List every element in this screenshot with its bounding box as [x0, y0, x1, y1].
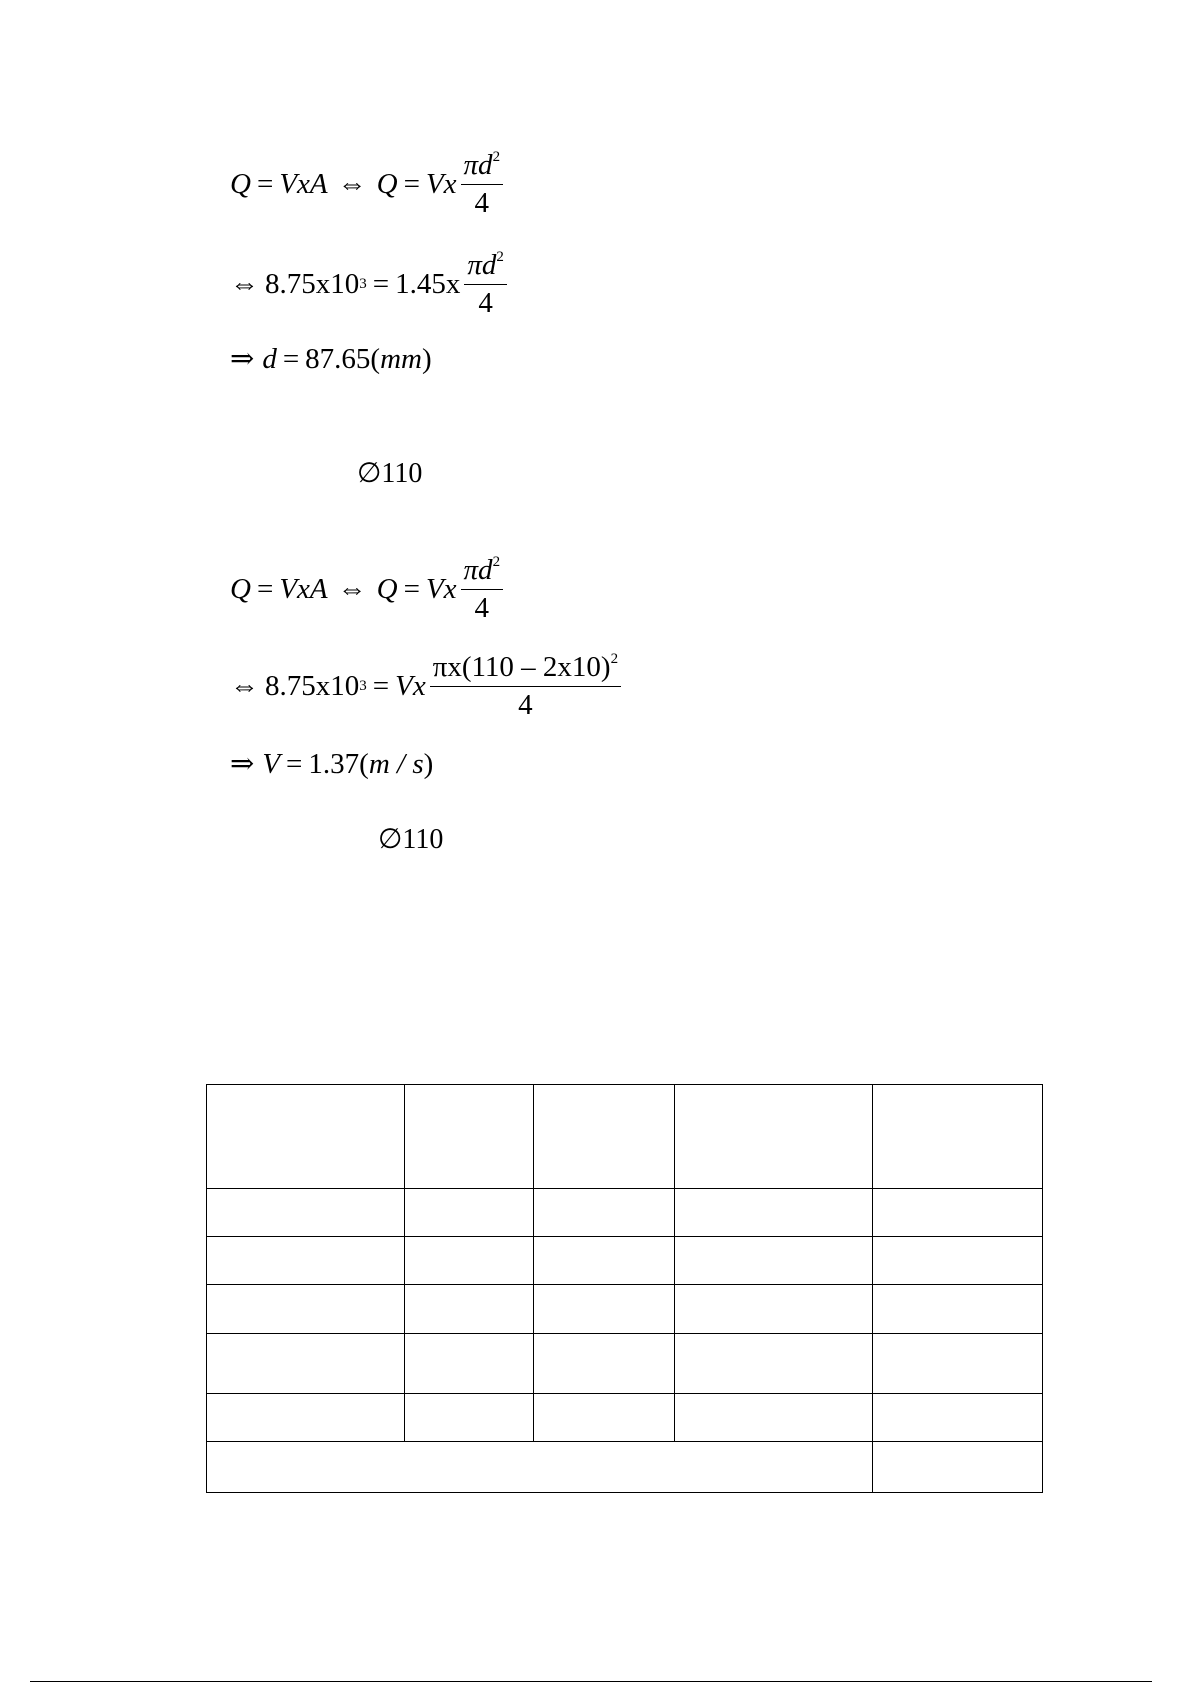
exponent: 2 — [492, 149, 501, 165]
fraction-denominator: 4 — [518, 689, 533, 721]
table-cell — [405, 1285, 534, 1334]
table-row — [207, 1285, 1043, 1334]
table-cell — [405, 1334, 534, 1394]
iff-symbol: ⇔ — [230, 267, 259, 300]
exponent: 2 — [610, 651, 619, 667]
exponent: 3 — [359, 275, 367, 292]
fraction-inner-area — [430, 652, 621, 720]
equals-sign: = — [286, 748, 303, 780]
pipe-size-label-2: ∅110 — [378, 824, 444, 855]
var-v: V — [262, 748, 281, 780]
table-row — [207, 1189, 1043, 1237]
equals-sign: = — [372, 267, 390, 300]
table-cell — [405, 1394, 534, 1442]
expr-vx: Vx — [425, 572, 457, 605]
table-cell — [675, 1237, 873, 1285]
var-q: Q — [376, 167, 398, 200]
var-q: Q — [230, 167, 251, 200]
unit-mm: mm — [380, 343, 422, 375]
table-merged-cell — [207, 1442, 873, 1493]
table-cell — [675, 1285, 873, 1334]
table-cell — [534, 1285, 675, 1334]
close-paren: ) — [421, 343, 432, 375]
equals-sign: = — [372, 669, 390, 702]
table-cell — [675, 1085, 873, 1189]
table-cell — [207, 1334, 405, 1394]
equals-sign: = — [403, 572, 420, 605]
table-cell — [675, 1394, 873, 1442]
close-paren: ) — [423, 748, 434, 780]
table-header-row — [207, 1085, 1043, 1189]
expr-vx: Vx — [425, 167, 457, 200]
iff-symbol: ⇔ — [230, 669, 259, 702]
table-total-row — [207, 1442, 1043, 1493]
diameter-value: 87.65( — [305, 343, 381, 375]
equation-substitution-1 — [230, 250, 511, 318]
table-row — [207, 1394, 1043, 1442]
velocity-coefficient: 1.45x — [395, 267, 461, 300]
table-cell — [873, 1237, 1043, 1285]
expr-vxa: VxA — [279, 167, 328, 200]
exponent: 3 — [359, 677, 367, 694]
var-d: d — [262, 343, 277, 375]
equals-sign: = — [256, 167, 274, 200]
unit-m-per-s: m / s — [368, 748, 424, 780]
fraction-numerator — [430, 652, 621, 687]
table-row — [207, 1237, 1043, 1285]
table-cell — [405, 1237, 534, 1285]
table-cell — [675, 1334, 873, 1394]
table-cell — [873, 1442, 1043, 1493]
table-cell — [675, 1189, 873, 1237]
expr-vx: Vx — [395, 669, 426, 702]
numerator-text: πd — [463, 554, 493, 586]
table-cell — [207, 1394, 405, 1442]
iff-symbol: ⇔ — [337, 167, 367, 200]
fraction-numerator — [464, 250, 507, 285]
implies-symbol: ⇒ — [230, 748, 255, 780]
table-cell — [405, 1085, 534, 1189]
equation-result-diameter — [230, 345, 432, 374]
equals-sign: = — [256, 572, 274, 605]
implies-symbol: ⇒ — [230, 343, 255, 375]
table-cell — [534, 1334, 675, 1394]
table-row — [207, 1334, 1043, 1394]
flow-value: 8.75x10 — [265, 669, 360, 702]
table-cell — [534, 1237, 675, 1285]
table-cell — [873, 1189, 1043, 1237]
fraction-numerator — [461, 150, 504, 185]
table-cell — [207, 1285, 405, 1334]
flow-value: 8.75x10 — [265, 267, 360, 300]
equals-sign: = — [403, 167, 420, 200]
expr-vxa: VxA — [279, 572, 328, 605]
table-cell — [207, 1085, 405, 1189]
table-cell — [873, 1085, 1043, 1189]
equation-result-velocity — [230, 750, 433, 779]
exponent: 2 — [492, 554, 501, 570]
table-cell — [405, 1189, 534, 1237]
table-cell — [534, 1189, 675, 1237]
fraction-numerator — [461, 555, 504, 590]
equation-substitution-2 — [230, 652, 625, 720]
table-cell — [873, 1334, 1043, 1394]
equation-flow-area-1 — [230, 150, 507, 218]
numerator-text: πx(110 – 2x10) — [432, 651, 611, 683]
table-cell — [873, 1394, 1043, 1442]
table-cell — [207, 1189, 405, 1237]
fraction-area — [461, 555, 504, 623]
table-cell — [207, 1237, 405, 1285]
table-cell — [534, 1085, 675, 1189]
table-cell — [873, 1285, 1043, 1334]
iff-symbol: ⇔ — [337, 572, 367, 605]
fraction-area — [464, 250, 507, 318]
pipe-size-label-1: ∅110 — [357, 458, 423, 489]
numerator-text: πd — [463, 149, 493, 181]
velocity-value: 1.37( — [308, 748, 369, 780]
table-cell — [534, 1394, 675, 1442]
footer-divider — [30, 1681, 1152, 1682]
exponent: 2 — [496, 249, 504, 265]
fraction-denominator: 4 — [474, 187, 490, 219]
fraction-denominator: 4 — [474, 592, 490, 624]
var-q: Q — [376, 572, 398, 605]
equals-sign: = — [282, 343, 300, 375]
numerator-text: πd — [467, 249, 497, 281]
summary-table — [206, 1084, 1043, 1493]
equation-flow-area-2 — [230, 555, 507, 623]
fraction-denominator: 4 — [478, 287, 493, 319]
var-q: Q — [230, 572, 251, 605]
fraction-area — [461, 150, 504, 218]
